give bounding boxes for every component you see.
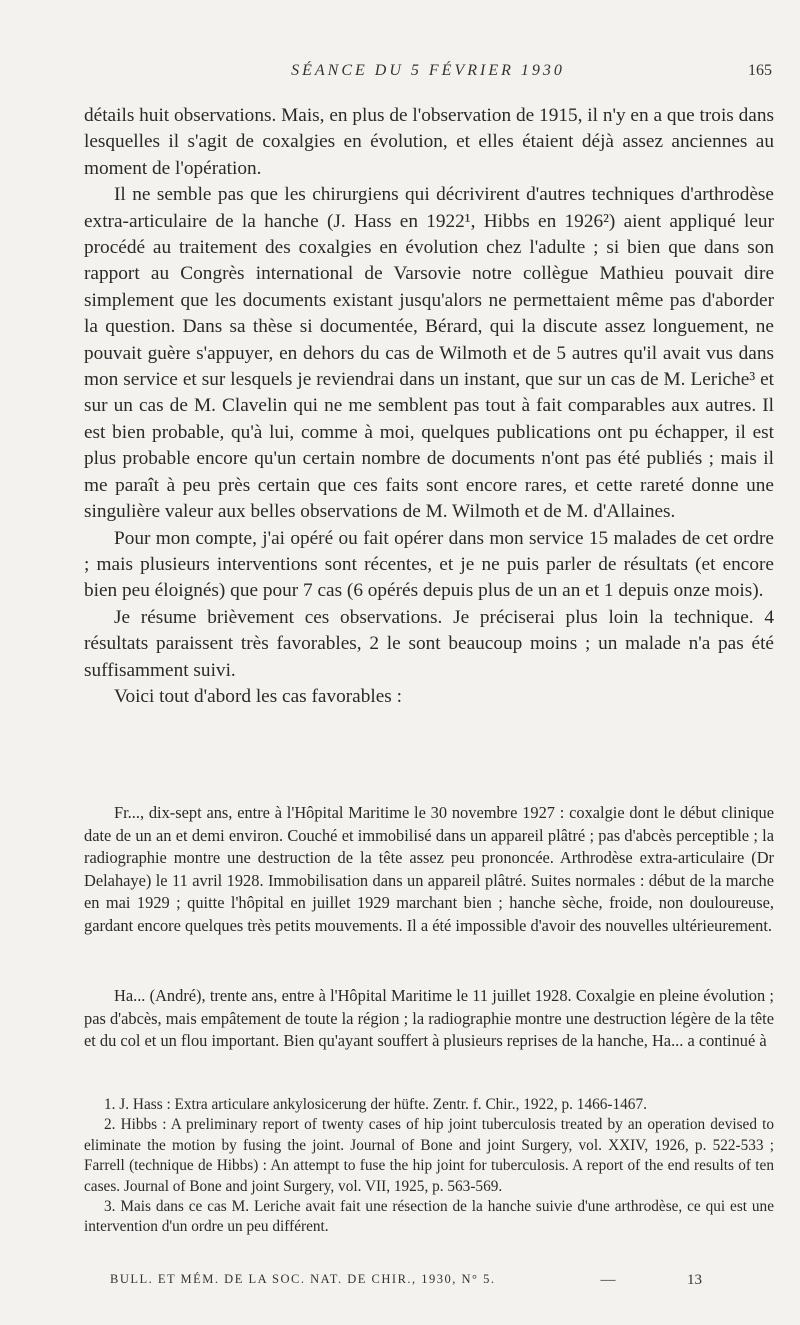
main-text [84, 103, 774, 710]
footnotes [84, 1095, 774, 1238]
page-footer [110, 1272, 772, 1292]
observation-case [84, 985, 774, 1053]
footnote: 2. Hibbs : A preliminary report of twenty cases of hip joint tuberculosis treated by an operation devised to eliminate the motion by fusing the joint. Journal of Bone and joint Surgery, vol. XXIV, 1926, p. 522-533 ; Farrell (technique de Hibbs) : An attempt to fuse the hip joint for tuberculosis. A report of the end results of ten cases. Journal of Bone and joint Surgery, vol. VII, 1925, p. 563-569. [84, 1116, 774, 1195]
footer-dash: — [600, 1272, 617, 1288]
body-paragraph: Il ne semble pas que les chirurgiens qui décrivirent d'autres techniques d'arthrodèse extra-articulaire de la hanche (J. Hass en 1922¹, Hibbs en 1926²) aient appliqué leur procédé au traitement des coxalgies en évolution chez l'adulte ; si bien que dans son rapport au Congrès international de Varsovie notre collègue Mathieu pouvait dire simplement que les documents existant jusqu'alors ne permettaient même pas d'aborder la question. Dans sa thèse si documentée, Bérard, qui la discute assez longuement, ne pouvait guère s'appuyer, en dehors du cas de Wilmoth et de 5 autres qu'il avait vus dans mon service et sur lesquels je reviendrai dans un instant, que sur un cas de M. Leriche³ et sur un cas de M. Clavelin qui ne me semblent pas tout à fait comparables aux autres. Il est bien probable, qu'à lui, comme à moi, quelques publications ont pu échapper, il est plus probable encore qu'un certain nombre de documents n'ont pas été publiés ; mais il me paraît à peu près certain que ces faits sont encore rares, et cette rareté donne une singulière valeur aux belles observations de M. Wilmoth et de M. d'Allaines. [84, 184, 774, 523]
body-paragraph: détails huit observations. Mais, en plus de l'observation de 1915, il n'y en a que trois dans lesquelles il s'agit de coxalgies en évolution, et elles étaient déjà assez anciennes au moment de l'opération. [84, 105, 774, 179]
running-header [84, 62, 772, 86]
body-paragraph: Pour mon compte, j'ai opéré ou fait opérer dans mon service 15 malades de cet ordre ; mais plusieurs interventions sont récentes, et je ne puis parler de résultats (et encore bien peu éloignés) que pour 7 cas (6 opérés depuis plus de un an et 1 depuis onze mois). [84, 527, 774, 602]
observation-text: Ha... (André), trente ans, entre à l'Hôpital Maritime le 11 juillet 1928. Coxalgie en pleine évolution ; pas d'abcès, mais empâtement de toute la région ; la radiographie montre une destruction légère de la tête et du col et un flou important. Bien qu'ayant souffert à plusieurs reprises de la hanche, Ha... a continué à [84, 986, 774, 1050]
page-number: 165 [748, 62, 772, 79]
footnote: 3. Mais dans ce cas M. Leriche avait fait une résection de la hanche suivie d'une arthrodèse, ce qui est une intervention d'un ordre un peu différent. [84, 1198, 774, 1236]
observation-text: Fr..., dix-sept ans, entre à l'Hôpital Maritime le 30 novembre 1927 : coxalgie dont le début clinique date de un an et demi environ. Couché et immobilisé dans un appareil plâtré ; pas d'abcès perceptible ; la radiographie montre une destruction de la tête assez peu prononcée. Arthrodèse extra-articulaire (Dr Delahaye) le 11 avril 1928. Immobilisation dans un appareil plâtré. Suites normales : début de la marche en mai 1929 ; quitte l'hôpital en juillet 1929 marchant bien ; hanche sèche, froide, non douloureuse, gardant encore quelques très petits mouvements. Il a été impossible d'avoir des nouvelles ultérieurement. [84, 803, 774, 935]
body-paragraph: Voici tout d'abord les cas favorables : [114, 685, 402, 707]
observation-case [84, 802, 774, 937]
running-title: SÉANCE DU 5 FÉVRIER 1930 [291, 62, 565, 79]
footnote: 1. J. Hass : Extra articulare ankylosicerung der hüfte. Zentr. f. Chir., 1922, p. 1466-1467. [104, 1096, 647, 1113]
sheet-number: 13 [687, 1272, 702, 1288]
journal-reference: BULL. ET MÉM. DE LA SOC. NAT. DE CHIR., 1930, N° 5. [110, 1272, 496, 1286]
body-paragraph: Je résume brièvement ces observations. Je préciserai plus loin la technique. 4 résultats paraissent très favorables, 2 le sont beaucoup moins ; un malade n'a pas été suffisamment suivi. [84, 606, 774, 681]
